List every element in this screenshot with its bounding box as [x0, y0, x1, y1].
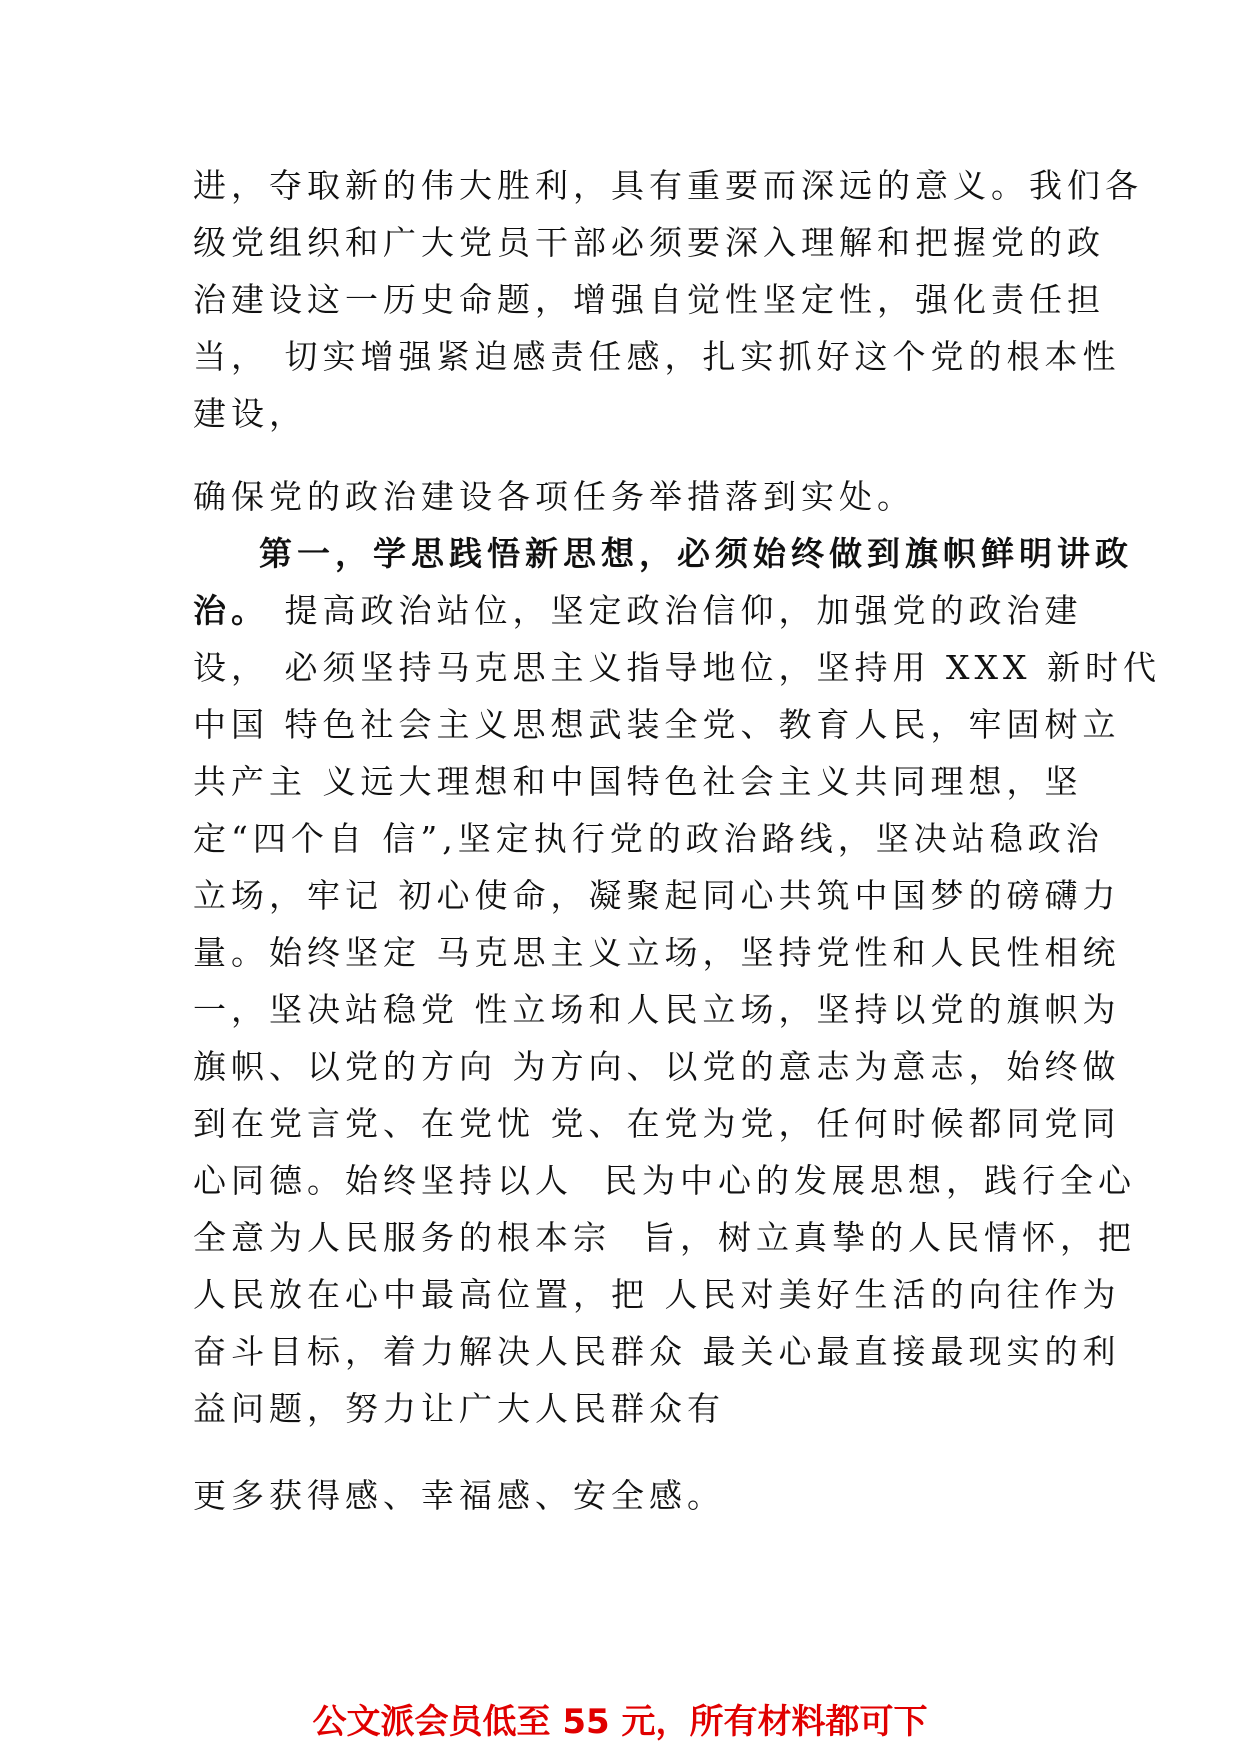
section-heading: 第一，学思践悟新思想，必须始终做到旗帜鲜明讲政 — [259, 534, 1133, 573]
text-line: 到在党言党、在党忧 党、在党为党，任何时候都同党同 — [193, 1104, 1121, 1143]
text-line: 人民放在心中最高位置，把 人民对美好生活的向往作为 — [193, 1275, 1121, 1314]
text-span: 提高政治站位，坚定政治信仰，加强党的政治建 — [269, 591, 1083, 630]
text-line: 更多获得感、幸福感、安全感。 — [193, 1476, 725, 1515]
text-line — [193, 582, 1083, 639]
paragraph-1 — [193, 157, 1143, 442]
text-line: 级党组织和广大党员干部必须要深入理解和把握党的政 — [193, 223, 1105, 262]
section-heading-line — [193, 525, 1133, 582]
text-line: 一，坚决站稳党 性立场和人民立场，坚持以党的旗帜为 — [193, 990, 1121, 1029]
text-line: 中国 特色社会主义思想武装全党、教育人民，牢固树立 — [193, 705, 1121, 744]
text-line: 全意为人民服务的根本宗 旨，树立真挚的人民情怀，把 — [193, 1218, 1136, 1257]
text-line: 益问题，努力让广大人民群众有 — [193, 1389, 725, 1428]
text-line: 心同德。始终坚持以人 民为中心的发展思想，践行全心 — [193, 1161, 1136, 1200]
text-line: 治建设这一历史命题，增强自觉性坚定性，强化责任担 — [193, 280, 1105, 319]
paragraph-3 — [193, 525, 1161, 1437]
text-line: 设， 必须坚持马克思主义指导地位，坚持用 XXX 新时代 — [193, 648, 1161, 687]
paragraph-4 — [193, 1467, 1055, 1524]
text-line: 定“四个自 信”,坚定执行党的政治路线，坚决站稳政治 — [193, 819, 1104, 858]
text-line: 确保党的政治建设各项任务举措落到实处。 — [193, 477, 915, 516]
promo-footer[interactable]: 公文派会员低至 55 元，所有材料都可下 — [312, 1702, 928, 1742]
text-line: 旗帜、以党的方向 为方向、以党的意志为意志，始终做 — [193, 1047, 1121, 1086]
text-line: 建设， — [193, 394, 307, 433]
text-line: 当， 切实增强紧迫感责任感，扎实抓好这个党的根本性 — [193, 337, 1121, 376]
text-line: 量。始终坚定 马克思主义立场，坚持党性和人民性相统 — [193, 933, 1121, 972]
text-line: 共产主 义远大理想和中国特色社会主义共同理想，坚 — [193, 762, 1083, 801]
text-line: 奋斗目标，着力解决人民群众 最关心最直接最现实的利 — [193, 1332, 1121, 1371]
text-line: 立场，牢记 初心使命，凝聚起同心共筑中国梦的磅礴力 — [193, 876, 1121, 915]
section-heading-end: 治。 — [193, 591, 269, 630]
paragraph-2 — [193, 468, 1055, 525]
text-line: 进，夺取新的伟大胜利，具有重要而深远的意义。我们各 — [193, 166, 1143, 205]
